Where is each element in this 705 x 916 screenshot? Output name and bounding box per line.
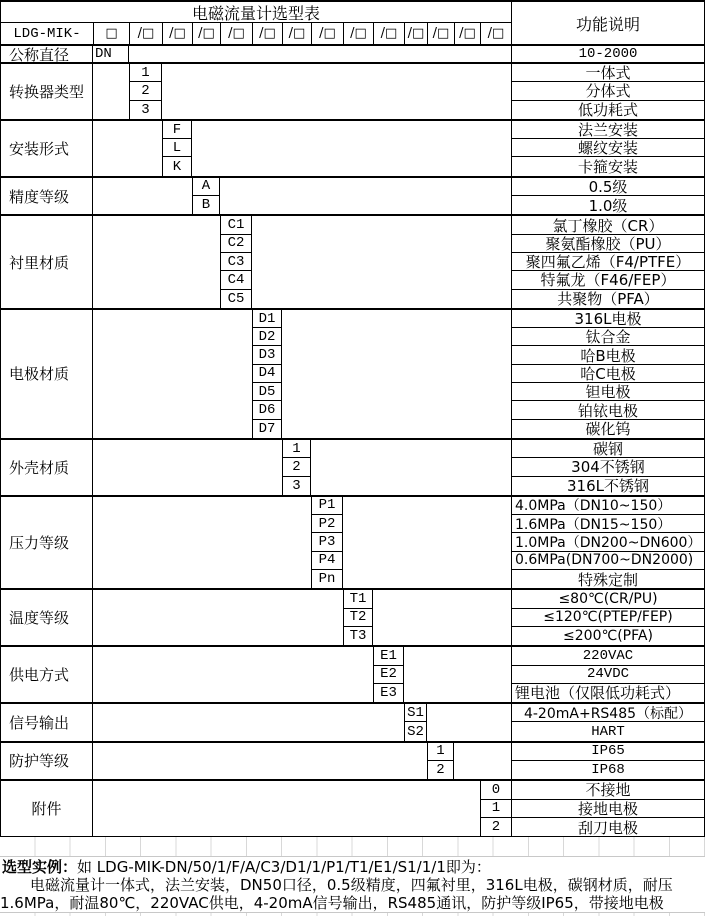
- section-label-converter-type: 转换器类型: [1, 64, 93, 119]
- code-box: /□: [252, 23, 282, 44]
- empty-cell: [343, 497, 511, 588]
- desc-cell: 4.0MPa（DN10~150）: [511, 497, 704, 515]
- desc-cell: ≤120℃(PTEP/FEP): [511, 609, 704, 627]
- code-cell: S2: [404, 722, 427, 740]
- code-cell: D5: [252, 383, 282, 401]
- section-label-pressure-grade: 压力等级: [1, 497, 93, 588]
- desc-cell: 铂铱电极: [511, 401, 704, 419]
- section-label-lining-material: 衬里材质: [1, 216, 93, 307]
- desc-cell: 碳化钨: [511, 420, 704, 438]
- section-power-supply: [1, 645, 704, 702]
- section-protection-grade: [1, 741, 704, 780]
- empty-cell: [404, 647, 511, 702]
- section-signal-output: [1, 702, 704, 741]
- code-cell: C4: [220, 271, 252, 289]
- desc-cell: 1.0MPa（DN200~DN600）: [511, 533, 704, 551]
- desc-cell: 卡箍安装: [511, 157, 704, 175]
- code-box: □: [93, 23, 129, 44]
- desc-cell: 220VAC: [511, 647, 704, 665]
- empty-cell: [93, 216, 220, 307]
- desc-cell: IP65: [511, 743, 704, 761]
- desc-cell: 钽电极: [511, 383, 704, 401]
- empty-cell: [93, 590, 343, 645]
- empty-cell: [427, 704, 511, 741]
- empty-cell: [373, 590, 511, 645]
- example-code: 如 LDG-MIK-DN/50/1/F/A/C3/D1/1/P1/T1/E1/S1/1/1即为：: [77, 858, 491, 877]
- code-box: /□: [162, 23, 192, 44]
- desc-cell: 低功耗式: [511, 101, 704, 119]
- empty-cell: [93, 704, 404, 741]
- code-cell: 2: [480, 818, 511, 836]
- empty-cell: [162, 64, 511, 119]
- code-box: /□: [282, 23, 311, 44]
- code-cell: D6: [252, 401, 282, 419]
- code-cell: C2: [220, 235, 252, 253]
- desc-cell: HART: [511, 722, 704, 740]
- code-cell: 3: [282, 477, 311, 495]
- code-cell: P2: [311, 515, 343, 533]
- example-description: 电磁流量计一体式，法兰安装，DN50口径，0.5级精度，四氟衬里，316L电极，碳钢材质，耐压1.6MPa，耐温80℃，220VAC供电，4-20mA信号输出，RS485通讯，防护等级IP65，带接地电极: [0, 876, 673, 912]
- code-cell: P3: [311, 533, 343, 551]
- desc-cell: 刮刀电极: [511, 818, 704, 836]
- section-converter-type: [1, 62, 704, 119]
- code-cell: D4: [252, 365, 282, 383]
- code-cell: E3: [373, 684, 404, 702]
- empty-cell: [93, 647, 373, 702]
- empty-cell: [93, 781, 480, 836]
- section-housing-material: [1, 438, 704, 495]
- desc-cell: 特殊定制: [511, 570, 704, 588]
- section-lining-material: [1, 214, 704, 307]
- section-temperature-grade: [1, 588, 704, 645]
- code-cell: S1: [404, 704, 427, 722]
- code-box: /□: [404, 23, 427, 44]
- code-cell: A: [192, 178, 220, 196]
- code-box: /□: [311, 23, 343, 44]
- empty-cell: [93, 440, 282, 495]
- code-cell: F: [162, 121, 192, 139]
- code-cell: 1: [480, 800, 511, 818]
- table-title: 电磁流量计选型表: [1, 2, 511, 23]
- desc-cell: 钛合金: [511, 328, 704, 346]
- code-cell: L: [162, 139, 192, 157]
- code-cell: Pn: [311, 570, 343, 588]
- code-cell: E2: [373, 666, 404, 684]
- section-label-signal-output: 信号输出: [1, 704, 93, 741]
- section-accuracy-grade: [1, 176, 704, 215]
- desc-cell: IP68: [511, 761, 704, 779]
- empty-cell: [93, 121, 162, 176]
- section-label-installation-form: 安装形式: [1, 121, 93, 176]
- code-cell: 1: [129, 64, 162, 82]
- section-nominal-diameter: [1, 44, 704, 62]
- empty-cell: [93, 497, 311, 588]
- empty-cell: [93, 743, 427, 780]
- desc-cell: 螺纹安装: [511, 139, 704, 157]
- section-label-electrode-material: 电极材质: [1, 310, 93, 438]
- desc-cell: 共聚物（PFA）: [511, 290, 704, 308]
- code-box: /□: [427, 23, 454, 44]
- code-box: /□: [454, 23, 480, 44]
- code-cell: 1: [282, 440, 311, 458]
- desc-cell: 分体式: [511, 82, 704, 100]
- desc-cell: 哈C电极: [511, 365, 704, 383]
- desc-cell: 10-2000: [511, 46, 704, 62]
- empty-cell: [93, 178, 192, 215]
- table-header: [1, 2, 704, 44]
- section-label-protection-grade: 防护等级: [1, 743, 93, 780]
- empty-cell: [93, 310, 252, 438]
- code-cell: 2: [282, 458, 311, 476]
- empty-cell: [311, 440, 511, 495]
- model-prefix: LDG-MIK-: [13, 25, 81, 42]
- section-label-power-supply: 供电方式: [1, 647, 93, 702]
- code-box: /□: [343, 23, 373, 44]
- desc-cell: 法兰安装: [511, 121, 704, 139]
- code-cell: C5: [220, 290, 252, 308]
- desc-cell: 特氟龙（F46/FEP）: [511, 271, 704, 289]
- code-cell: 1: [427, 743, 454, 761]
- section-label-housing-material: 外壳材质: [1, 440, 93, 495]
- code-cell: 2: [427, 761, 454, 779]
- code-cell: T1: [343, 590, 373, 608]
- desc-cell: 0.6MPa(DN700~DN2000): [511, 552, 704, 570]
- desc-cell: 1.0级: [511, 196, 704, 214]
- empty-cell: [192, 121, 511, 176]
- code-cell: E1: [373, 647, 404, 665]
- empty-cell: [220, 178, 511, 215]
- code-box: /□: [129, 23, 162, 44]
- desc-cell: 聚氨酯橡胶（PU）: [511, 235, 704, 253]
- section-label-accessories: 附件: [1, 781, 93, 836]
- desc-cell: ≤80℃(CR/PU): [511, 590, 704, 608]
- desc-cell: 碳钢: [511, 440, 704, 458]
- empty-cell: [454, 743, 511, 780]
- desc-cell: 304不锈钢: [511, 458, 704, 476]
- code-cell: P4: [311, 552, 343, 570]
- desc-cell: 316L不锈钢: [511, 477, 704, 495]
- code-cell: K: [162, 157, 192, 175]
- empty-cell: [282, 310, 511, 438]
- desc-cell: 氯丁橡胶（CR）: [511, 216, 704, 234]
- code-cell: D7: [252, 420, 282, 438]
- desc-cell: 哈B电极: [511, 346, 704, 364]
- desc-cell: 316L电极: [511, 310, 704, 328]
- empty-cell: [252, 216, 511, 307]
- code-cell: 2: [129, 82, 162, 100]
- desc-cell: 4-20mA+RS485（标配）: [511, 704, 704, 722]
- code-cell: C1: [220, 216, 252, 234]
- desc-cell: 1.6MPa（DN15~150）: [511, 515, 704, 533]
- section-accessories: [1, 779, 704, 836]
- example-label: 选型实例：: [2, 858, 78, 877]
- code-cell: D3: [252, 346, 282, 364]
- empty-cell: [129, 46, 511, 62]
- desc-cell: ≤200℃(PFA): [511, 627, 704, 645]
- section-label-nominal-diameter: 公称直径: [1, 46, 93, 62]
- section-installation-form: [1, 119, 704, 176]
- code-cell: T2: [343, 609, 373, 627]
- code-cell: T3: [343, 627, 373, 645]
- example-heading: [0, 857, 705, 877]
- desc-cell: 一体式: [511, 64, 704, 82]
- code-cell: D1: [252, 310, 282, 328]
- code-cell: DN: [93, 46, 129, 62]
- spreadsheet-gridlines-bottom: [0, 912, 705, 916]
- code-cell: B: [192, 196, 220, 214]
- section-label-temperature-grade: 温度等级: [1, 590, 93, 645]
- code-cell: D2: [252, 328, 282, 346]
- section-pressure-grade: [1, 495, 704, 588]
- section-electrode-material: [1, 308, 704, 438]
- desc-cell: 聚四氟乙烯（F4/PTFE）: [511, 253, 704, 271]
- code-cell: C3: [220, 253, 252, 271]
- code-cell: 3: [129, 101, 162, 119]
- code-cell: 0: [480, 781, 511, 799]
- desc-cell: 锂电池（仅限低功耗式）: [511, 684, 704, 702]
- spreadsheet-gridlines: [0, 837, 705, 857]
- empty-cell: [93, 64, 129, 119]
- desc-cell: 0.5级: [511, 178, 704, 196]
- desc-cell: 24VDC: [511, 666, 704, 684]
- code-box: /□: [192, 23, 220, 44]
- desc-cell: 不接地: [511, 781, 704, 799]
- code-cell: P1: [311, 497, 343, 515]
- code-box: /□: [480, 23, 511, 44]
- code-box: /□: [220, 23, 252, 44]
- section-label-accuracy-grade: 精度等级: [1, 178, 93, 215]
- function-column-header: 功能说明: [511, 2, 704, 44]
- code-box: /□: [373, 23, 404, 44]
- desc-cell: 接地电极: [511, 800, 704, 818]
